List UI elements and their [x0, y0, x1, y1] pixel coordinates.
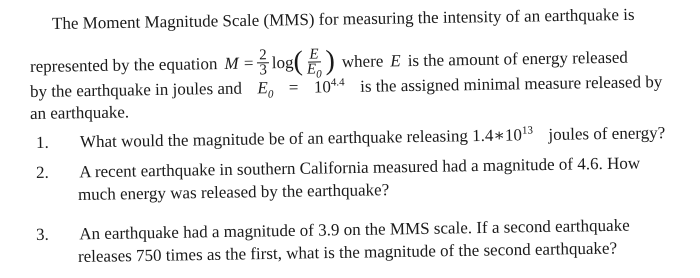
equation-prefix: represented by the equation [29, 53, 218, 76]
fraction-bottom: 3 [259, 62, 268, 79]
energy-ratio-bottom-base: E [306, 61, 317, 78]
intro-text-1: The Moment Magnitude Scale (MMS) for measuring the intensity of an earthquake is [51, 4, 635, 33]
question-text: A recent earthquake in southern California measured had a magnitude of 4.6. How [79, 153, 641, 182]
question-text-suffix: joules of energy? [548, 123, 666, 144]
question-exponent: 13 [521, 124, 533, 137]
log-operator: log [271, 52, 294, 72]
question-text: releases 750 times as the first, what is the magnitude of the second earthquake? [77, 238, 618, 266]
intro-line-4 [30, 102, 129, 124]
energy-description: is the amount of energy released [407, 47, 628, 70]
right-parenthesis: ) [325, 44, 336, 76]
intro-text-3-prefix: by the earthquake in joules and [29, 78, 243, 101]
minimal-energy-variable [257, 78, 277, 101]
minimal-energy-base: E [257, 78, 268, 98]
power-exponent: 4.4 [330, 76, 345, 89]
question-1 [36, 123, 666, 153]
equals-sign: = [288, 77, 299, 97]
question-text: An earthquake had a magnitude of 3.9 on the MMS scale. If a second earthquake [79, 215, 630, 244]
question-2-line-2 [78, 180, 389, 205]
fraction-top: 2 [259, 47, 267, 64]
energy-ratio-bottom [305, 61, 324, 81]
equation-lhs: M = [224, 52, 255, 73]
energy-variable: E [390, 50, 401, 70]
question-text: much energy was released by the earthquake? [77, 180, 390, 204]
question-number: 2. [35, 162, 49, 182]
question-2-line-1 [36, 154, 640, 183]
left-parenthesis: ( [293, 45, 304, 77]
intro-line-1 [52, 5, 635, 34]
equation-two-thirds [257, 48, 269, 77]
question-number: 3. [35, 224, 49, 244]
minimal-energy-subscript: 0 [267, 88, 274, 101]
energy-ratio [305, 46, 324, 81]
where-word: where [341, 50, 384, 71]
question-number: 1. [35, 132, 49, 152]
energy-ratio-bottom-subscript: 0 [316, 68, 322, 81]
power-base: 10 [313, 77, 332, 97]
energy-ratio-top: E [309, 46, 319, 63]
intro-text-3-rest: is the assigned minimal measure released by [360, 72, 663, 96]
intro-text-4: an earthquake. [29, 102, 130, 123]
minimal-energy-value [314, 77, 349, 97]
question-text: What would the magnitude be of an earthquake releasing 1.4∗10 [79, 125, 523, 152]
